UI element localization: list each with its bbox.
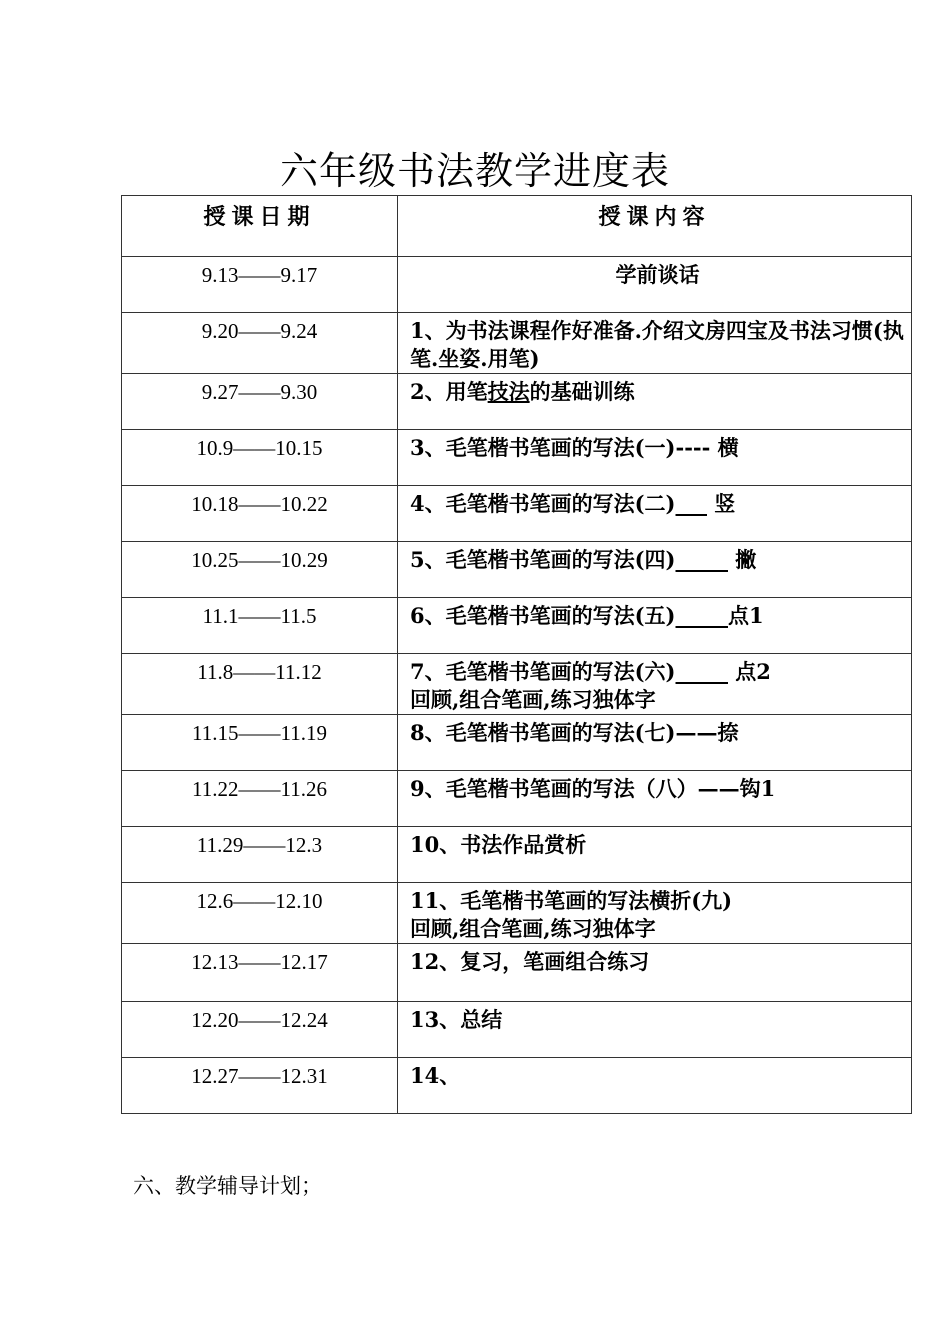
- row-content: 学前谈话: [398, 257, 912, 313]
- header-content: 授课内容: [398, 196, 912, 257]
- table-row: [122, 715, 912, 771]
- row-date: 12.6——12.10: [122, 883, 398, 944]
- row-content: [398, 654, 912, 715]
- row-date: 11.15——11.19: [122, 715, 398, 771]
- row-date: 9.27——9.30: [122, 374, 398, 430]
- row-content-pre: 2、用笔: [410, 379, 488, 404]
- row-date: 11.29——12.3: [122, 827, 398, 883]
- table-row: [122, 598, 912, 654]
- row-content-line2: 回顾,组合笔画,练习独体字: [410, 687, 656, 712]
- row-date: 11.8——11.12: [122, 654, 398, 715]
- row-content: 13、总结: [398, 1002, 912, 1058]
- table-row: [122, 313, 912, 374]
- row-content: 5、毛笔楷书笔画的写法(四)_____ 撇: [398, 542, 912, 598]
- row-content: 12、复习，笔画组合练习: [398, 944, 912, 1002]
- row-date: 10.18——10.22: [122, 486, 398, 542]
- table-row: [122, 374, 912, 430]
- row-date: 9.13——9.17: [122, 257, 398, 313]
- row-content: 6、毛笔楷书笔画的写法(五)_____点1: [398, 598, 912, 654]
- table-row: [122, 827, 912, 883]
- row-date: 11.1——11.5: [122, 598, 398, 654]
- page-title: 六年级书法教学进度表: [279, 149, 670, 193]
- header-date: 授课日期: [122, 196, 398, 257]
- row-content-line2: 回顾,组合笔画,练习独体字: [410, 916, 656, 941]
- row-content: [398, 883, 912, 944]
- row-content: 9、毛笔楷书笔画的写法（八）——钩1: [398, 771, 912, 827]
- row-date: 12.13——12.17: [122, 944, 398, 1002]
- table-row: [122, 486, 912, 542]
- row-content: 4、毛笔楷书笔画的写法(二)___ 竖: [398, 486, 912, 542]
- row-date: 9.20——9.24: [122, 313, 398, 374]
- row-date: 11.22——11.26: [122, 771, 398, 827]
- section-heading: 六、教学辅导计划；: [133, 1174, 322, 1198]
- row-content: 10、书法作品赏析: [398, 827, 912, 883]
- row-content-post: 的基础训练: [529, 379, 635, 404]
- row-date: 10.9——10.15: [122, 430, 398, 486]
- row-date: 12.27——12.31: [122, 1058, 398, 1114]
- row-content: 8、毛笔楷书笔画的写法(七)——捺: [398, 715, 912, 771]
- table-row: [122, 944, 912, 1002]
- row-date: 10.25——10.29: [122, 542, 398, 598]
- table-header-row: [122, 196, 912, 257]
- row-content: [398, 374, 912, 430]
- row-content: 14、: [398, 1058, 912, 1114]
- row-date: 12.20——12.24: [122, 1002, 398, 1058]
- table-row: [122, 1058, 912, 1114]
- schedule-table: [121, 195, 912, 1114]
- table-row: [122, 654, 912, 715]
- row-content-line1: 7、毛笔楷书笔画的写法(六)_____ 点2: [410, 659, 771, 684]
- table-row: [122, 883, 912, 944]
- table-row: [122, 542, 912, 598]
- table-row: [122, 771, 912, 827]
- row-content-line1: 11、毛笔楷书笔画的写法横折(九): [410, 888, 733, 913]
- row-content-underlined: 技法: [487, 379, 530, 404]
- table-row: [122, 430, 912, 486]
- table-row: [122, 257, 912, 313]
- row-content: 1、为书法课程作好准备.介绍文房四宝及书法习惯(执笔.坐姿.用笔): [398, 313, 912, 374]
- row-content: 3、毛笔楷书笔画的写法(一)---- 横: [398, 430, 912, 486]
- table-row: [122, 1002, 912, 1058]
